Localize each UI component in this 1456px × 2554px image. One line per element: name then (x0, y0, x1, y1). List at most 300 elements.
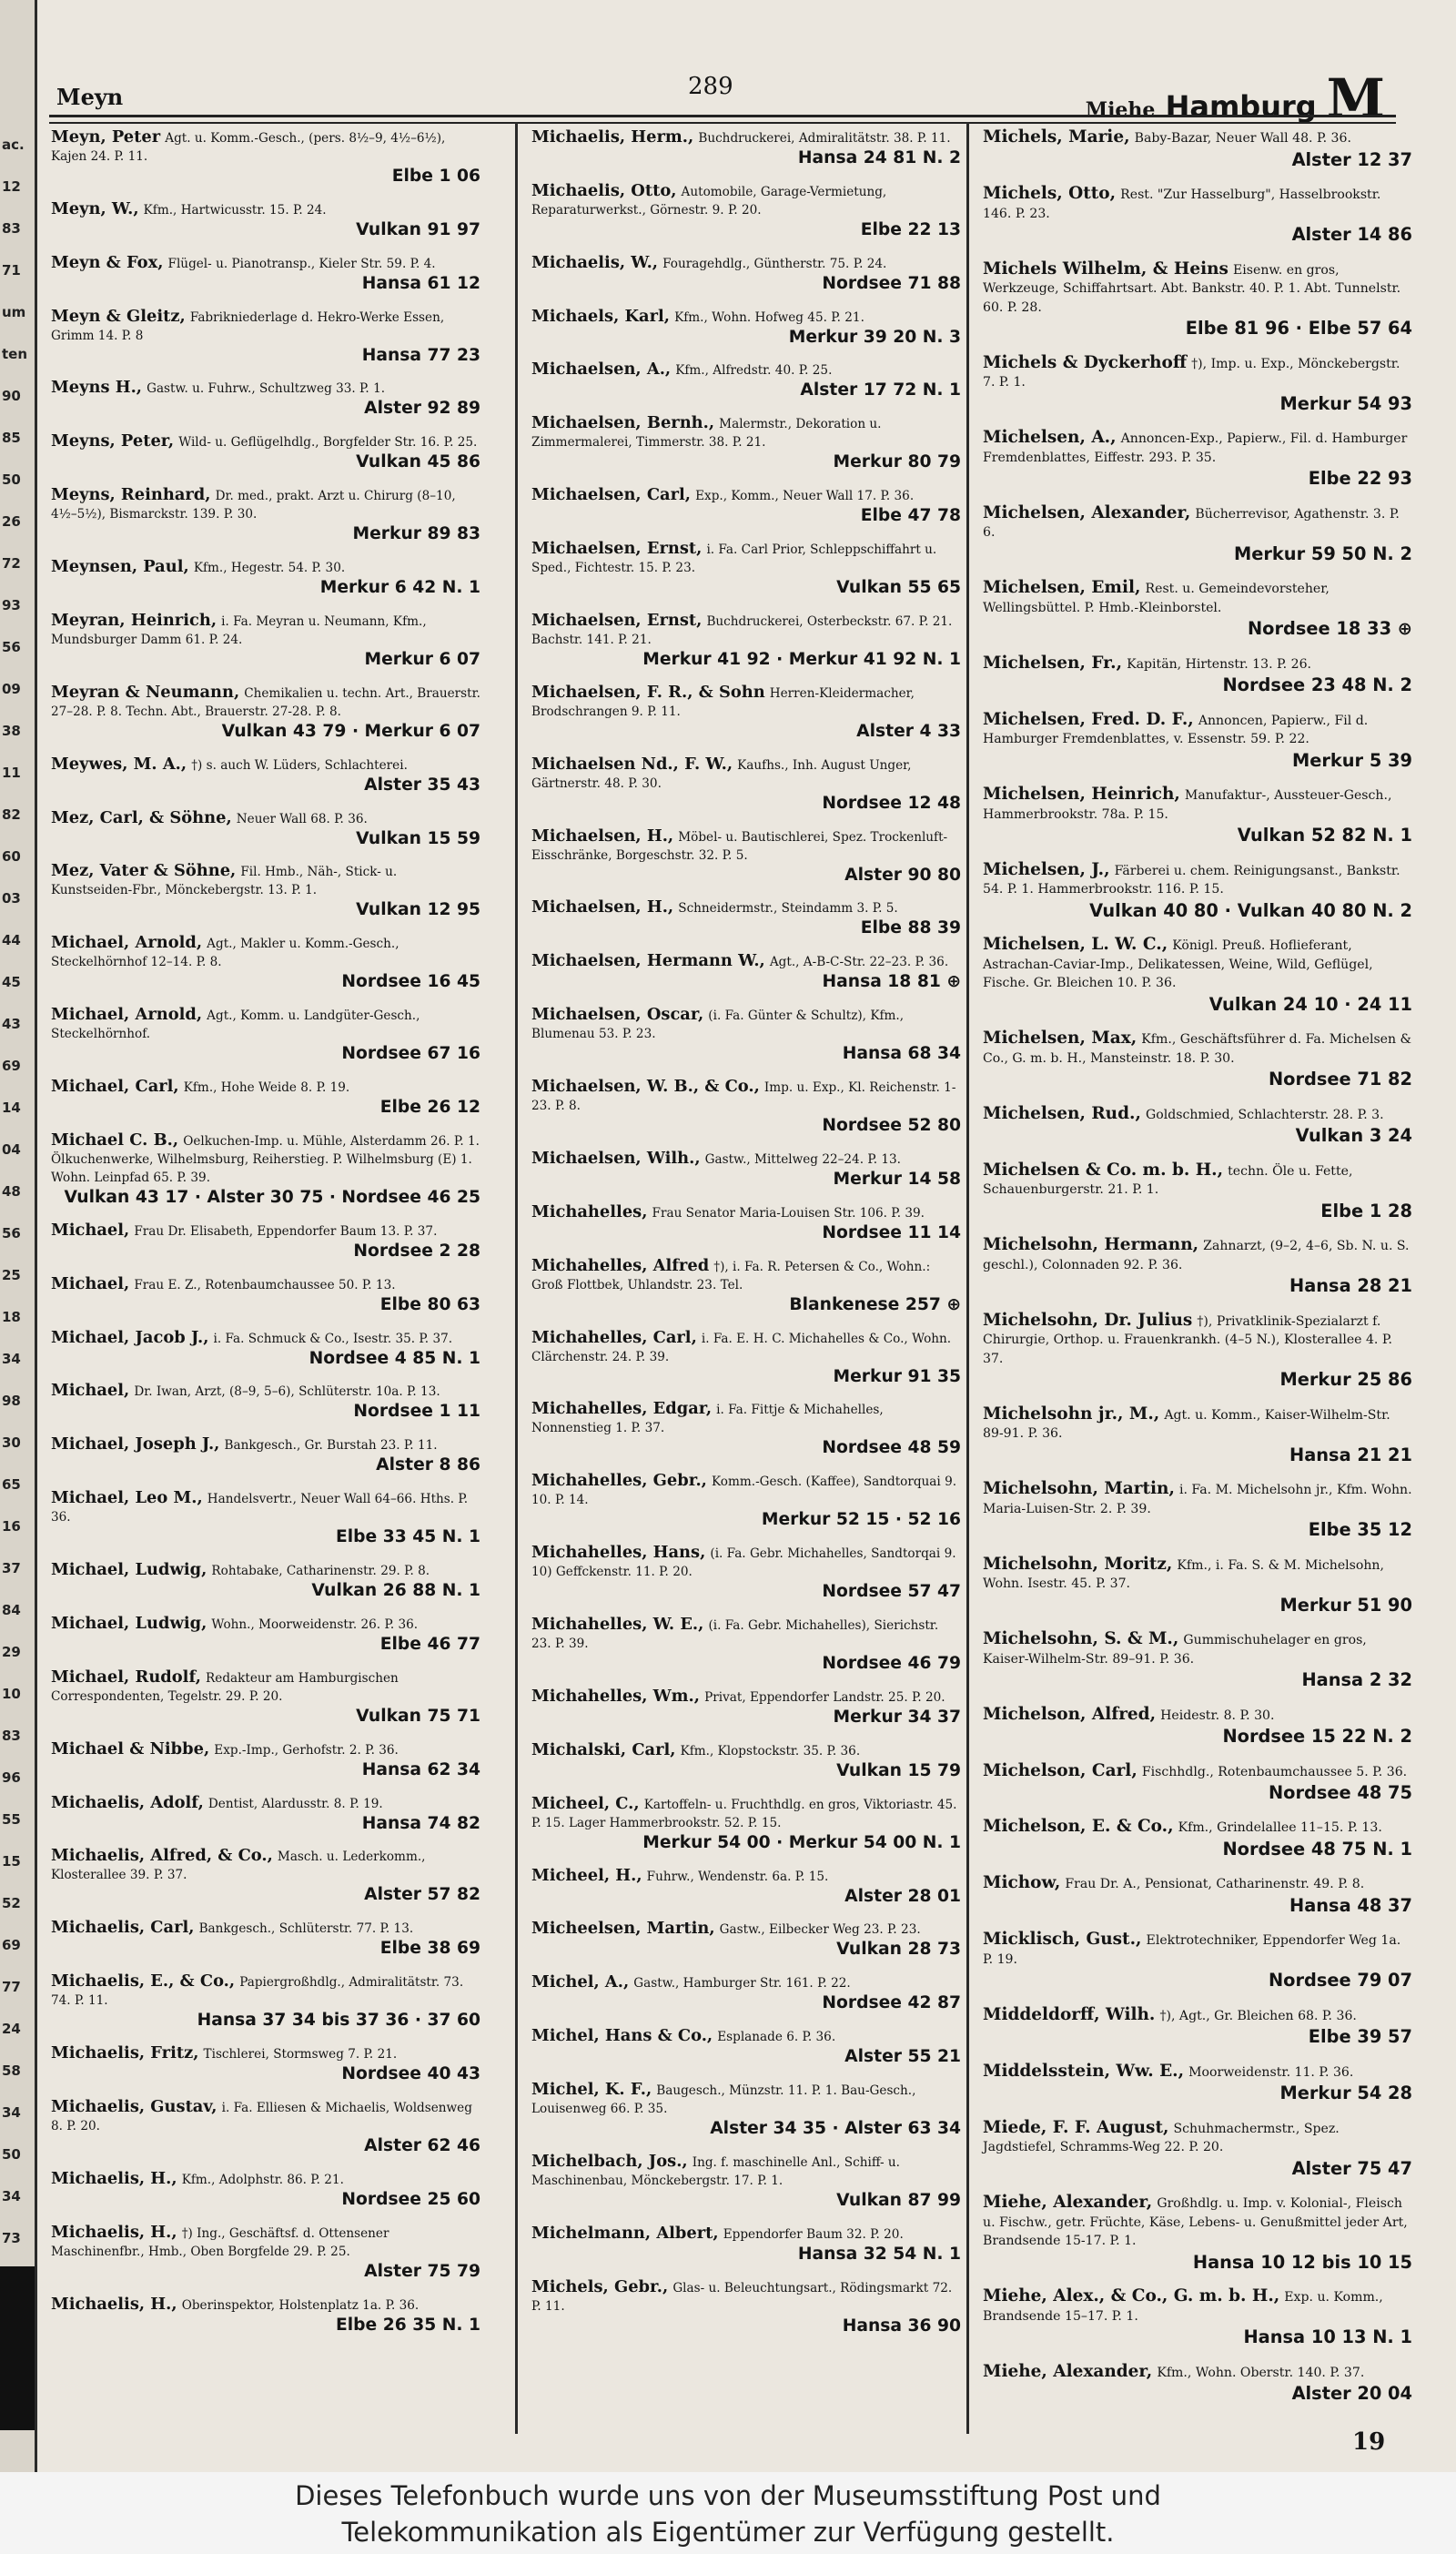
entry-description: Rest. "Zur Hasselburg", Hasselbrookstr. 146. P. 23. (983, 187, 1381, 221)
header-city: Hamburg (1165, 89, 1317, 124)
entry-name: Middeldorff, Wilh. (983, 2004, 1156, 2024)
entry-name: Mez, Vater & Söhne, (51, 861, 237, 881)
entry-phone: Vulkan 26 88 N. 1 (311, 1581, 480, 1601)
entry-name: Michael & Nibbe, (51, 1738, 210, 1758)
directory-entry (972, 1023, 1412, 1096)
directory-entry (40, 480, 480, 549)
entry-name: Michelsohn, Hermann, (983, 1235, 1199, 1255)
entry-phone: Alster 34 35 · Alster 63 34 (710, 2119, 961, 2139)
entry-phone: Vulkan 40 80 · Vulkan 40 80 N. 2 (1089, 899, 1412, 921)
margin-fragment: 83 (2, 1728, 21, 1744)
directory-entry (972, 498, 1412, 571)
directory-entry (521, 1071, 961, 1140)
directory-entry (40, 122, 480, 191)
entry-name: Michaelsen, Ernst, (531, 610, 703, 630)
entry-name: Michelsohn, Moritz, (983, 1554, 1173, 1574)
entry-description: Kfm., i. Fa. S. & M. Michelsohn, Wohn. Isestr. 45. P. 37. (983, 1557, 1384, 1592)
margin-fragment: 71 (2, 262, 21, 279)
entry-name: Michelsen, Heinrich, (983, 785, 1180, 805)
directory-entry (521, 999, 961, 1069)
entry-description: Exp.-Imp., Gerhofstr. 2. P. 36. (214, 1742, 399, 1758)
directory-entry (40, 1071, 480, 1122)
entry-description: i. Fa. Meyran u. Neumann, Kfm., Mundsburger Damm 61. P. 24. (51, 613, 427, 647)
entry-phone: Hansa 61 12 (361, 273, 480, 293)
entry-phone: Nordsee 40 43 (341, 2064, 480, 2084)
entry-name: Michaelis, H., (51, 2294, 177, 2314)
margin-fragment: 11 (2, 765, 21, 781)
directory-entry (40, 1429, 480, 1480)
directory-entry (972, 2187, 1412, 2278)
entry-description: Gummischuhelager en gros, Kaiser-Wilhelm-Str. 89–91. P. 36. (983, 1633, 1367, 1667)
entry-phone: Alster 90 80 (844, 865, 961, 885)
entry-name: Michaelsen, Hermann W., (531, 951, 765, 971)
entry-name: Michahelles, Edgar, (531, 1399, 713, 1419)
directory-entry (521, 1197, 961, 1248)
entry-phone: Vulkan 24 10 · 24 11 (1208, 993, 1412, 1015)
entry-description: i. Fa. E. H. C. Michahelles & Co., Wohn. Clärchenstr. 24. P. 39. (531, 1331, 952, 1364)
directory-entry (972, 1549, 1412, 1622)
entry-phone: Merkur 54 00 · Merkur 54 00 N. 1 (642, 1832, 961, 1852)
header-left-keyword: Meyn (56, 84, 124, 110)
entry-name: Michahelles, W. E., (531, 1615, 704, 1635)
entry-description: Imp. u. Exp., Kl. Reichenstr. 1-23. P. 8. (531, 1080, 956, 1114)
entry-description: Chemikalien u. techn. Art., Brauerstr. 27–28. P. 8. Techn. Abt., Brauerstr. 27-28. P. 8. (51, 685, 480, 719)
entry-name: Michael, Carl, (51, 1077, 179, 1097)
directory-entry (40, 1483, 480, 1552)
entry-phone: Nordsee 2 28 (353, 1241, 480, 1261)
entry-description: Schneidermstr., Steindamm 3. P. 5. (678, 901, 898, 917)
entry-phone: Alster 92 89 (364, 399, 480, 419)
entry-phone: Nordsee 52 80 (822, 1116, 961, 1136)
entry-phone: Vulkan 45 86 (356, 452, 480, 472)
directory-entry (972, 1154, 1412, 1227)
directory-entry (972, 1811, 1412, 1865)
entry-phone: Nordsee 23 48 N. 2 (1222, 674, 1412, 696)
margin-fragment: 56 (2, 639, 21, 655)
directory-entry (40, 301, 480, 370)
entry-description: Wohn., Moorweidenstr. 26. P. 36. (211, 1617, 419, 1632)
entry-phone: Merkur 6 07 (364, 649, 480, 669)
entry-phone: Alster 75 79 (364, 2261, 480, 2281)
margin-fragment: 72 (2, 555, 21, 572)
entry-name: Michaelsen, Bernh., (531, 413, 715, 433)
margin-fragment: 90 (2, 388, 21, 404)
entry-name: Michels & Dyckerhoff (983, 352, 1188, 372)
entry-description: Rohtabake, Catharinenstr. 29. P. 8. (211, 1564, 430, 1579)
entry-name: Michelsen, Fr., (983, 653, 1123, 673)
entry-name: Mez, Carl, & Söhne, (51, 807, 232, 827)
margin-fragment: 15 (2, 1853, 21, 1870)
column-1 (40, 122, 480, 2434)
directory-entry (972, 253, 1412, 344)
entry-description: Automobile, Garage-Vermietung, Reparaturwerkst., Görnestr. 9. P. 20. (531, 184, 887, 218)
entry-phone: Elbe 22 93 (1308, 468, 1412, 490)
directory-entry (40, 1662, 480, 1731)
entry-phone: Alster 35 43 (364, 775, 480, 795)
entry-description: Moorweidenstr. 11. P. 36. (1188, 2064, 1354, 2080)
directory-entry (521, 1735, 961, 1786)
directory-entry (521, 677, 961, 746)
entry-description: (i. Fa. Gebr. Michahelles, Sandtorqai 9. 10) Geffckenstr. 11. P. 20. (531, 1546, 956, 1580)
entry-phone: Elbe 33 45 N. 1 (336, 1527, 480, 1547)
entry-description: Redakteur am Hamburgischen Correspondenten, Tegelstr. 29. P. 20. (51, 1670, 399, 1704)
margin-fragment: 77 (2, 1979, 21, 1995)
margin-fragment: 52 (2, 1895, 21, 1911)
entry-description: Heidestr. 8. P. 30. (1160, 1708, 1275, 1723)
directory-entry (40, 373, 480, 424)
entry-name: Michaelis, H., (51, 2222, 177, 2242)
directory-entry (521, 605, 961, 674)
entry-name: Michael, Leo M., (51, 1488, 203, 1508)
entry-name: Michelsen, A., (983, 428, 1117, 448)
entry-name: Michelson, E. & Co., (983, 1817, 1174, 1837)
directory-entry (40, 1608, 480, 1659)
entry-name: Miehe, Alexander, (983, 2361, 1153, 2381)
entry-description: i. Fa. Schmuck & Co., Isestr. 35. P. 37. (213, 1331, 453, 1346)
entry-description: Dentist, Alardusstr. 8. P. 19. (207, 1796, 383, 1811)
entry-name: Michels, Gebr., (531, 2276, 669, 2296)
entry-phone: Hansa 36 90 (842, 2316, 961, 2336)
page-footer-number: 19 (1352, 2428, 1386, 2456)
directory-entry (40, 552, 480, 603)
entry-description: Kaufhs., Inh. August Unger, Gärtnerstr. 48. P. 30. (531, 757, 912, 791)
entry-phone: Nordsee 67 16 (341, 1044, 480, 1064)
entry-description: Bankgesch., Schlüterstr. 77. P. 13. (198, 1921, 414, 1937)
entry-name: Meywes, M. A., (51, 754, 187, 774)
entry-description: Kfm., Hartwicusstr. 15. P. 24. (143, 202, 327, 218)
entry-phone: Elbe 26 35 N. 1 (336, 2315, 480, 2335)
margin-fragment: 09 (2, 681, 21, 697)
margin-fragment: 26 (2, 513, 21, 530)
directory-entry (972, 929, 1412, 1020)
margin-fragment: 73 (2, 2230, 21, 2246)
entry-phone: Elbe 80 63 (379, 1294, 480, 1314)
entry-name: Michaelsen, Oscar, (531, 1005, 704, 1025)
entry-phone: Elbe 46 77 (379, 1634, 480, 1654)
entry-description: Kapitän, Hirtenstr. 13. P. 26. (1127, 656, 1312, 672)
entry-description: Neuer Wall 68. P. 36. (236, 811, 368, 826)
entry-phone: Alster 75 47 (1291, 2157, 1412, 2179)
entry-phone: Alster 55 21 (844, 2047, 961, 2067)
entry-phone: Hansa 62 34 (361, 1759, 480, 1779)
directory-entry (972, 2056, 1412, 2110)
entry-name: Michaelsen, Ernst, (531, 539, 703, 559)
entry-description: Fil. Hmb., Näh-, Stick- u. Kunstseiden-Fbr., Mönckebergstr. 13. P. 1. (51, 865, 398, 898)
margin-fragment: 03 (2, 890, 21, 907)
margin-fragment: 84 (2, 1602, 21, 1618)
entry-phone: Elbe 38 69 (379, 1939, 480, 1959)
margin-fragment: 38 (2, 723, 21, 739)
entry-phone: Merkur 80 79 (833, 452, 961, 472)
entry-description: i. Fa. Carl Prior, Schleppschiffahrt u. Sped., Fichtestr. 15. P. 23. (531, 542, 937, 576)
entry-name: Meyns, Peter, (51, 431, 175, 451)
directory-entry (972, 704, 1412, 776)
entry-name: Michalski, Carl, (531, 1739, 676, 1759)
entry-name: Michaels, Karl, (531, 306, 670, 326)
entry-description: Färberei u. chem. Reinigungsanst., Bankstr. 54. P. 1. Hammerbrookstr. 116. P. 15. (983, 863, 1400, 897)
margin-fragment: 04 (2, 1141, 21, 1158)
entry-name: Michael, Jacob J., (51, 1327, 209, 1347)
entry-name: Micheelsen, Martin, (531, 1919, 715, 1939)
directory-entry (972, 573, 1412, 645)
entry-description: Kartoffeln- u. Fruchthdlg. en gros, Viktoriastr. 45. P. 15. Lager Hammerbrookstr. 52. P. 15. (531, 1797, 957, 1830)
directory-entry (40, 1323, 480, 1373)
entry-phone: Merkur 25 86 (1279, 1369, 1412, 1391)
entry-description: Privat, Eppendorfer Landstr. 25. P. 20. (704, 1689, 945, 1705)
margin-fragment: 14 (2, 1100, 21, 1116)
directory-entry (40, 1841, 480, 1910)
entry-description: Oelkuchen-Imp. u. Mühle, Alsterdamm 26. P. 1. Ölkuchenwerke, Wilhelmsburg, Reiherstieg. P. Wilhelmsburg (E) 1. Wohn. Leinpfad 65. P. 39. (51, 1133, 480, 1185)
entry-name: Michelsen, J., (983, 859, 1110, 879)
entry-description: Schuhmachermstr., Spez. Jagdstiefel, Schramms-Weg 22. P. 20. (983, 2121, 1340, 2155)
directory-entry (40, 1912, 480, 1963)
left-margin-strip (0, 0, 37, 2472)
entry-description: Agt., Makler u. Komm.-Gesch., Steckelhörnhof 12–14. P. 8. (51, 937, 399, 970)
margin-fragment: um (2, 304, 26, 320)
entry-name: Michael, (51, 1381, 130, 1401)
directory-entry (521, 2074, 961, 2144)
directory-entry (40, 426, 480, 477)
directory-entry (521, 749, 961, 818)
directory-entry (521, 480, 961, 531)
entry-phone: Merkur 41 92 · Merkur 41 92 N. 1 (642, 649, 961, 669)
directory-entry (972, 2000, 1412, 2053)
entry-name: Meynsen, Paul, (51, 557, 189, 577)
directory-entry (972, 178, 1412, 251)
directory-entry (40, 1966, 480, 2035)
entry-phone: Alster 62 46 (364, 2135, 480, 2155)
entry-name: Meyn & Gleitz, (51, 306, 186, 326)
entry-name: Michelsohn, S. & M., (983, 1629, 1179, 1649)
column-divider (515, 122, 518, 2434)
entry-description: Goldschmied, Schlachterstr. 28. P. 3. (1145, 1107, 1384, 1122)
directory-entry (521, 2021, 961, 2072)
entry-description: (i. Fa. Günter & Schultz), Kfm., Blumenau 53. P. 23. (531, 1008, 905, 1042)
entry-name: Michaelis, W., (531, 252, 658, 272)
entry-phone: Merkur 14 58 (833, 1169, 961, 1189)
entry-description: Kfm., Wohn. Hofweg 45. P. 21. (674, 309, 864, 325)
directory-entry (972, 1304, 1412, 1395)
entry-phone: Nordsee 71 88 (822, 273, 961, 293)
column-3 (972, 122, 1412, 2434)
entry-phone: Nordsee 57 47 (822, 1582, 961, 1602)
directory-entry (521, 1789, 961, 1858)
entry-name: Michael, Ludwig, (51, 1613, 207, 1633)
entry-phone: Vulkan 52 82 N. 1 (1237, 825, 1412, 846)
margin-fragment: 82 (2, 806, 21, 823)
entry-name: Miede, F. F. August, (983, 2117, 1169, 2137)
margin-fragment: 30 (2, 1434, 21, 1451)
directory-entry (40, 605, 480, 674)
directory-entry (521, 1609, 961, 1678)
entry-phone: Hansa 68 34 (842, 1044, 961, 1064)
entry-description: Frau Senator Maria-Louisen Str. 106. P. 39. (652, 1205, 925, 1221)
margin-fragment: 48 (2, 1183, 21, 1200)
directory-entry (521, 248, 961, 299)
entry-phone: Merkur 52 15 · 52 16 (761, 1510, 961, 1530)
column-2 (521, 122, 961, 2434)
margin-fragment: 29 (2, 1644, 21, 1660)
entry-description: †), i. Fa. R. Petersen & Co., Wohn.: Groß Flottbek, Uhlandstr. 23. Tel. (531, 1259, 931, 1292)
entry-name: Michahelles, Carl, (531, 1327, 697, 1347)
entry-description: Zahnarzt, (9–2, 4–6, Sb. N. u. S. geschl.), Colonnaden 92. P. 36. (983, 1239, 1410, 1272)
entry-description: Möbel- u. Bautischlerei, Spez. Trockenluft-Eisschränke, Borgeschstr. 32. P. 5. (531, 829, 948, 863)
directory-entry (521, 1967, 961, 2018)
entry-phone: Nordsee 71 82 (1268, 1069, 1412, 1090)
directory-entry (521, 355, 961, 406)
directory-entry (40, 1376, 480, 1427)
entry-phone: Alster 57 82 (364, 1885, 480, 1905)
directory-entry (40, 803, 480, 854)
margin-fragment: ten (2, 346, 28, 362)
entry-name: Meyn & Fox, (51, 252, 164, 272)
entry-phone: Elbe 88 39 (860, 918, 961, 938)
entry-phone: Elbe 35 12 (1308, 1519, 1412, 1541)
entry-description: Kfm., Hegestr. 54. P. 30. (193, 561, 346, 576)
entry-description: Agt. u. Komm., Kaiser-Wilhelm-Str. 89-91. P. 36. (983, 1407, 1390, 1442)
entry-phone: Merkur 89 83 (352, 524, 480, 544)
entry-description: Frau E. Z., Rotenbaumchaussee 50. P. 13. (134, 1277, 396, 1292)
page-number: 289 (688, 73, 733, 100)
margin-fragment: 93 (2, 597, 21, 613)
margin-fragment: 25 (2, 1267, 21, 1283)
entry-name: Michow, (983, 1873, 1061, 1893)
directory-entry (40, 2217, 480, 2286)
margin-fragment: 85 (2, 430, 21, 446)
entry-phone: Merkur 39 20 N. 3 (788, 327, 961, 347)
entry-description: Agt., Komm. u. Landgüter-Gesch., Steckelhörnhof. (51, 1008, 420, 1042)
entry-name: Michelmann, Albert, (531, 2223, 719, 2243)
entry-phone: Nordsee 79 07 (1268, 1970, 1412, 1992)
entry-phone: Nordsee 48 75 (1268, 1782, 1412, 1804)
entry-phone: Blankenese 257 ⊕ (789, 1294, 961, 1314)
entry-phone: Vulkan 15 59 (356, 828, 480, 848)
entry-description: Fabrikniederlage d. Hekro-Werke Essen, Grimm 14. P. 8 (51, 309, 445, 343)
binding-edge (0, 2266, 35, 2430)
entry-name: Michael C. B., (51, 1130, 179, 1150)
entry-description: Buchdruckerei, Admiralitätstr. 38. P. 11. (698, 130, 951, 146)
directory-entry (972, 1924, 1412, 1997)
entry-phone: Vulkan 87 99 (836, 2190, 961, 2210)
directory-entry (521, 1251, 961, 1320)
directory-entry (972, 2112, 1412, 2184)
margin-fragment: 34 (2, 2104, 21, 2121)
entry-phone: Merkur 54 28 (1279, 2083, 1412, 2104)
entry-phone: Merkur 5 39 (1291, 749, 1412, 771)
entry-description: Gastw., Hamburger Str. 161. P. 22. (633, 1976, 851, 1992)
entry-description: Fuhrw., Wendenstr. 6a. P. 15. (646, 1869, 829, 1884)
entry-description: Fischhdlg., Rotenbaumchaussee 5. P. 36. (1141, 1764, 1408, 1779)
entry-name: Miehe, Alexander, (983, 2193, 1153, 2213)
entry-description: Malermstr., Dekoration u. Zimmermalerei, Timmerstr. 38. P. 21. (531, 417, 882, 451)
entry-phone: Merkur 91 35 (833, 1366, 961, 1386)
entry-description: Komm.-Gesch. (Kaffee), Sandtorquai 9. 10. P. 14. (531, 1475, 957, 1508)
directory-entry (972, 1755, 1412, 1809)
entry-name: Micheel, H., (531, 1865, 642, 1885)
entry-name: Michahelles, Alfred (531, 1255, 710, 1275)
entry-name: Micklisch, Gust., (983, 1930, 1142, 1950)
entry-phone: Merkur 34 37 (833, 1707, 961, 1727)
margin-fragment: 10 (2, 1686, 21, 1702)
directory-entry (40, 1788, 480, 1839)
entry-phone: Hansa 18 81 ⊕ (822, 972, 961, 992)
directory-entry (972, 2356, 1412, 2410)
directory-entry (40, 2092, 480, 2161)
entry-name: Michahelles, (531, 1201, 648, 1221)
directory-entry (521, 1143, 961, 1194)
directory-entry (40, 1125, 480, 1212)
entry-name: Michelsen, Emil, (983, 578, 1141, 598)
entry-name: Michael, Arnold, (51, 1005, 203, 1025)
directory-entry (972, 1230, 1412, 1302)
margin-fragment: 50 (2, 2146, 21, 2163)
entry-name: Michelsen, Fred. D. F., (983, 709, 1194, 729)
entry-description: Dr. med., prakt. Arzt u. Chirurg (8–10, 4½–5½), Bismarckstr. 139. P. 30. (51, 489, 456, 522)
entry-phone: Hansa 77 23 (361, 345, 480, 365)
margin-fragment: 37 (2, 1560, 21, 1576)
directory-entry (972, 779, 1412, 852)
entry-name: Michaelis, Fritz, (51, 2043, 199, 2063)
entry-name: Meyn, W., (51, 198, 139, 218)
entry-name: Micheel, C., (531, 1793, 640, 1813)
entry-description: Kfm., Geschäftsführer d. Fa. Michelsen & Co., G. m. b. H., Mansteinstr. 18. P. 30. (983, 1032, 1412, 1066)
entry-name: Michels, Otto, (983, 184, 1117, 204)
entry-phone: Elbe 39 57 (1308, 2026, 1412, 2048)
entry-name: Middelsstein, Ww. E., (983, 2061, 1185, 2081)
entry-description: Gastw., Mittelweg 22–24. P. 13. (704, 1151, 902, 1167)
entry-name: Michahelles, Gebr., (531, 1471, 707, 1491)
entry-description: Kfm., Alfredstr. 40. P. 25. (675, 363, 833, 379)
entry-name: Michaelsen, H., (531, 897, 674, 917)
directory-entry (40, 1734, 480, 1785)
margin-fragment: 65 (2, 1476, 21, 1493)
entry-phone: Nordsee 4 85 N. 1 (308, 1348, 480, 1368)
entry-phone: Vulkan 28 73 (836, 1940, 961, 1960)
entry-name: Michaelsen, F. R., & Sohn (531, 682, 765, 702)
entry-description: Baugesch., Münzstr. 11. P. 1. Bau-Gesch., Louisenweg 66. P. 35. (531, 2083, 916, 2117)
entry-description: Glas- u. Beleuchtungsart., Rödingsmarkt 72. P. 11. (531, 2280, 953, 2314)
entry-phone: Hansa 37 34 bis 37 36 · 37 60 (197, 2011, 480, 2031)
entry-description: †), Imp. u. Exp., Mönckebergstr. 7. P. 1. (983, 356, 1400, 390)
entry-description: i. Fa. Elliesen & Michaelis, Woldsenweg 8. P. 20. (51, 2100, 472, 2133)
margin-fragment: 18 (2, 1309, 21, 1325)
margin-fragment: 69 (2, 1937, 21, 1953)
entry-phone: Alster 12 37 (1291, 148, 1412, 170)
entry-description: i. Fa. M. Michelsohn jr., Kfm. Wohn. Maria-Luisen-Str. 2. P. 39. (983, 1483, 1412, 1516)
entry-description: Herren-Kleidermacher, Brodschrangen 9. P. 11. (531, 685, 915, 719)
margin-fragment: 50 (2, 471, 21, 488)
entry-phone: Vulkan 91 97 (356, 219, 480, 239)
directory-entry (521, 2218, 961, 2269)
directory-entry (521, 1681, 961, 1732)
entry-description: Eppendorfer Baum 32. P. 20. (723, 2226, 904, 2242)
entry-description: Königl. Preuß. Hoflieferant, Astrachan-Caviar-Imp., Delikatessen, Weine, Wild, Geflügel, Fische. Gr. Bleichen 10. P. 36. (983, 938, 1373, 991)
entry-description: Annoncen-Exp., Papierw., Fil. d. Hamburger Fremdenblattes, Eiffestr. 293. P. 35. (983, 431, 1408, 465)
entry-name: Michael, (51, 1220, 130, 1240)
entry-phone: Merkur 6 42 N. 1 (319, 578, 480, 598)
entry-name: Michaelsen, H., (531, 826, 674, 846)
directory-entry (521, 2272, 961, 2341)
directory-entry (521, 893, 961, 944)
entry-name: Michelsohn jr., M., (983, 1404, 1160, 1424)
entry-name: Michaelis, Gustav, (51, 2096, 217, 2116)
entry-description: Exp. u. Komm., Brandsende 15–17. P. 1. (983, 2290, 1383, 2324)
entry-description: Großhdlg. u. Imp. v. Kolonial-, Fleisch u. Fischw., getr. Früchte, Käse, Lebens- u. Genußmittel jeder Art, Brandsende 15-17. P. 1. (983, 2196, 1408, 2249)
directory-entry (521, 408, 961, 477)
entry-description: Agt. u. Komm.-Gesch., (pers. 8½–9, 4½–6½), Kajen 24. P. 11. (51, 130, 446, 164)
margin-fragment: 16 (2, 1518, 21, 1535)
entry-description: Elektrotechniker, Eppendorfer Weg 1a. P. 19. (983, 1933, 1401, 1967)
